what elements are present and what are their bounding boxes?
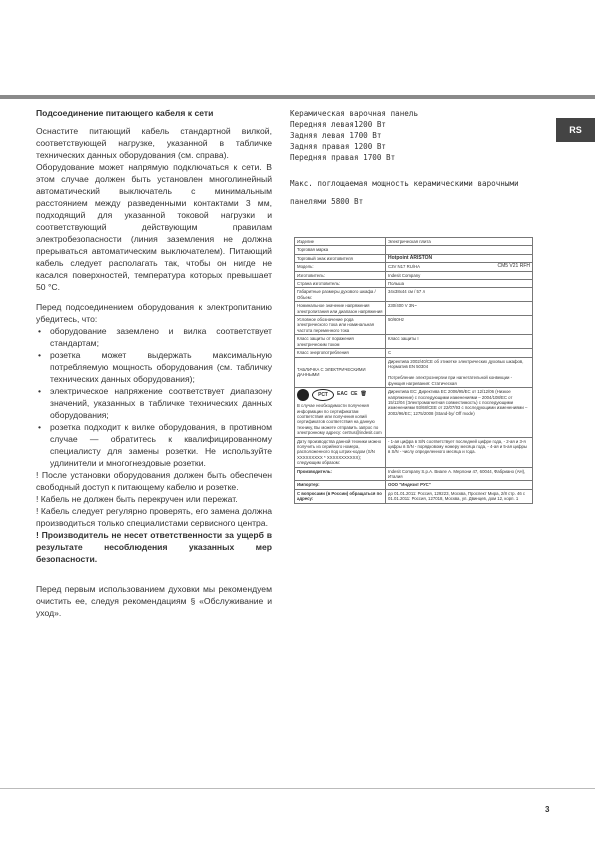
cell-label: Условное обозначение рода электрического тока или номинальная частота переменного тока (295, 316, 386, 335)
cell-label: Класс энергопотребления (295, 349, 386, 357)
left-column (36, 107, 272, 619)
table-row (295, 238, 533, 246)
spec-table (294, 237, 533, 504)
cell-value: Indesit Company S.p.A. Виале А. Мерлони 47, 60044, Фабриано (АН), Италия (386, 467, 533, 481)
table-row (295, 271, 533, 279)
warning-access: ! После установки оборудования должен быть обеспечен свободный доступ к питающему кабелю и розетке. (36, 470, 272, 492)
table-row (295, 335, 533, 349)
checklist-item: • розетка может выдержать максимальную потребляемую мощность оборудования (см. табличку технических данных оборудования); (50, 349, 272, 385)
cell-label: Дату производства данной техники можно получить из серийного номера, расположенного под штрих-кодом (S/N XXXXXXXXX * XXXXXXXXXXX); следующим образом: (295, 437, 386, 467)
table-row (295, 288, 533, 302)
cell-value: C (386, 349, 533, 357)
cell-label: Габаритные размеры духового шкафа / Объем: (295, 288, 386, 302)
rst-mark-icon: РСТ (312, 389, 334, 401)
language-tab: RS (556, 118, 595, 142)
hob-rear-right: Задняя правая 1200 Вт (290, 142, 387, 151)
hob-front-left: Передняя левая1200 Вт (290, 120, 387, 129)
energy-directive: Директива 2002/40/CE об этикетке электрических духовых шкафов, Норматив EN 50304 (388, 358, 524, 369)
cell-value: 34x38x44 см / 57 л (386, 288, 533, 302)
brand-logo: Hotpoint ARISTON (386, 254, 533, 262)
table-row (295, 349, 533, 357)
cell-value: Indesit Company (386, 271, 533, 279)
cell-label: С вопросами (в России) обращаться по адресу: (295, 489, 386, 503)
cell-value: до 01.01.2011: Россия, 129223, Москва, Проспект Мира, 2/8 стр. 46 с 01.01.2011: Россия, 127018, Москва, ул. Двинцев, дом 12, корп. 1 (386, 489, 533, 503)
cell-label: Класс защиты от поражения электрическим током (295, 335, 386, 349)
cell-label: Торговая марка (295, 246, 386, 254)
cell-value: Класс защиты I (386, 335, 533, 349)
top-rule (0, 95, 595, 99)
cell-label: Номинальное значение напряжения электропитания или диапазон напряжения (295, 302, 386, 316)
max-power: Макс. поглощаемая мощность керамическими варочными панелями 5800 Вт (290, 179, 519, 206)
cell-value: Польша (386, 280, 533, 288)
paragraph-plug: Оснастите питающий кабель стандартной вилкой, соответствующей нагрузке, указанной в табличке технических данных оборудования (см. справа). (36, 126, 272, 160)
energy-consumption: Потребление электроэнергии при нагнетательной конвекции - функция нагревания: Статическая (388, 375, 513, 386)
checklist-item: • электрическое напряжение соответствует диапазону значений, указанных в табличке технических данных оборудования; (50, 385, 272, 421)
checklist-item: • оборудование заземлено и вилка соответствует стандартам; (50, 325, 272, 349)
cell-label: Изготовитель: (295, 271, 386, 279)
paragraph-direct-connection: Оборудование может напрямую подключаться к сети. В этом случае должен быть установлен многолинейный автоматический выключатель с минимальным расстоянием между разведенными контактами 3 мм, подходящий для указанной токовой нагрузки и соответствующий действующим правилам электробезопасности (линия заземления не должна прерываться автоматическим выключателем). Питающий кабель следует располагать так, чтобы он нигде не касался поверхностей, температура которых превышает 50 °С. (36, 162, 272, 292)
cell-value (386, 263, 533, 271)
table-row (295, 467, 533, 481)
cell-value (386, 357, 533, 388)
table-row (295, 357, 533, 388)
paragraph-first-use: Перед первым использованием духовки мы рекомендуем очистить ее, следуя рекомендациям § «Обслуживание и уход». (36, 584, 272, 618)
right-column (290, 108, 552, 211)
cell-label: Импортер: (295, 481, 386, 489)
hob-front-right: Передняя правая 1700 Вт (290, 153, 396, 162)
model-2: CM5 V21 RFH (497, 263, 530, 270)
warning-cable-check: ! Кабель следует регулярно проверять, его замена должна производиться только специалистами сервисного центра. (36, 506, 272, 528)
cell-label (295, 388, 386, 437)
certificate-info: В случае необходимости получения информации по сертификатам соответствия или получения копий сертификатов соответствия на данную технику, Вы можете отправить запрос по электронному адресу: certrus@indesit.com (297, 403, 382, 436)
table-row (295, 280, 533, 288)
cell-label: Страна изготовитель: (295, 280, 386, 288)
page-number: 3 (545, 805, 550, 814)
cell-label: Торговый знак изготовителя (295, 254, 386, 262)
table-row (295, 481, 533, 489)
eac-mark-icon: EAC (337, 391, 348, 398)
cell-label: Производитель: (295, 467, 386, 481)
ce-mark-icon: CE (350, 391, 358, 398)
cell-label: Изделие (295, 238, 386, 246)
table-row (295, 316, 533, 335)
checklist (36, 325, 272, 469)
hob-title: Керамическая варочная панель (290, 109, 419, 118)
table-row (295, 489, 533, 503)
table-row (295, 437, 533, 467)
hob-rear-left: Задняя левая 1700 Вт (290, 131, 382, 140)
cell-value: - 1-ая цифра в S/N соответствует последней цифре года, - 2-ая и 3-я цифры в S/N - порядковому номеру месяца года, - 4-ая и 5-ая цифры в S/N - числу определенного месяца и года. (386, 437, 533, 467)
cell-value (386, 246, 533, 254)
cell-value: ООО "Индезит РУС" (386, 481, 533, 489)
cert-icons (297, 389, 383, 401)
cell-label: ТАБЛИЧКА С ЭЛЕКТРИЧЕСКИМИ ДАННЫМИ (295, 357, 386, 388)
weee-bin-icon: 🗑 (360, 391, 367, 398)
table-row (295, 246, 533, 254)
cell-value: 50/60Hz (386, 316, 533, 335)
table-row (295, 302, 533, 316)
certification-icon (297, 389, 309, 401)
model-1: C3V N17 RU/HA (388, 264, 420, 270)
table-row (295, 263, 533, 271)
checklist-item: • розетка подходит к вилке оборудования, в противном случае — обратитесь к квалифицированному специалисту для замены розетки. Не используйте удлинители и многогнездовые розетки. (50, 421, 272, 469)
cell-value: 230/400 V 3N~ (386, 302, 533, 316)
paragraph-before-connection: Перед подсоединением оборудования к электропитанию убедитесь, что: (36, 302, 272, 324)
cell-value: Директива ЕС: Директива ЕС 2006/95/EC от 12/12/06 (Низкое напряжение) с последующими изменениями – 2004/108/EC от 15/12/04 (Электромагнитная совместимость) с последующими изменениями 93/68/CEE от 22/07/93 с последующими изменениями – 2002/96/EC; 1275/2008 (Stand-by/ Off mode) (386, 388, 533, 437)
warning-liability: ! Производитель не несет ответственности за ущерб в результате несоблюдения указанных мер безопасности. (36, 530, 272, 564)
cell-label: Модель: (295, 263, 386, 271)
table-row (295, 254, 533, 262)
warning-cable-twist: ! Кабель не должен быть перекручен или пережат. (36, 494, 238, 504)
bottom-rule (0, 788, 595, 789)
section-heading: Подсоединение питающего кабеля к сети (36, 108, 214, 118)
table-row (295, 388, 533, 437)
cell-value: Электрическая плита (386, 238, 533, 246)
